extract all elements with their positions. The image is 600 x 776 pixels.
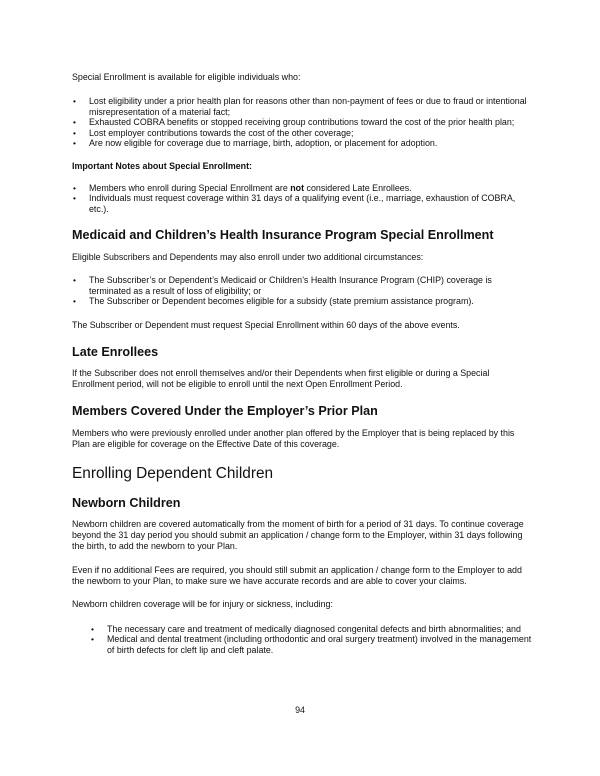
note-text: Members who enroll during Special Enrollment are <box>89 182 291 193</box>
newborn-coverage-list <box>72 624 532 656</box>
list-item: • Exhausted COBRA benefits or stopped receiving group contributions toward the cost of the prior health plan; <box>72 117 532 128</box>
prior-plan-heading: Members Covered Under the Employer’s Prior Plan <box>72 403 378 418</box>
list-item: • Lost employer contributions towards the cost of the other coverage; <box>72 128 532 139</box>
page-number: 94 <box>295 705 305 715</box>
list-item: • Lost eligibility under a prior health plan for reasons other than non-payment of fees or due to fraud or intentional misrepresentation of a material fact; <box>72 96 532 117</box>
list-item: • Individuals must request coverage within 31 days of a qualifying event (i.e., marriage, exhaustion of COBRA, etc.). <box>72 193 532 214</box>
list-item: • The Subscriber’s or Dependent’s Medicaid or Children’s Health Insurance Program (CHIP) coverage is terminated as a result of loss of eligibility; or <box>72 275 532 296</box>
list-item: • The necessary care and treatment of medically diagnosed congenital defects and birth abnormalities; and <box>90 624 532 635</box>
late-enrollees-heading: Late Enrollees <box>72 344 159 359</box>
prior-plan-body: Members who were previously enrolled under another plan offered by the Employer that is being replaced by this Plan are eligible for coverage on the Effective Date of this coverage. <box>72 427 515 449</box>
medicaid-footer: The Subscriber or Dependent must request Special Enrollment within 60 days of the above events. <box>72 319 460 330</box>
note-emphasis: not <box>290 182 305 193</box>
newborn-heading: Newborn Children <box>72 495 181 510</box>
medicaid-heading: Medicaid and Children’s Health Insurance Program Special Enrollment <box>72 228 494 242</box>
document-page <box>72 72 532 655</box>
eligible-list <box>72 96 532 149</box>
list-item: • The Subscriber or Dependent becomes eligible for a subsidy (state premium assistance program). <box>72 296 532 307</box>
special-enrollment-intro: Special Enrollment is available for eligible individuals who: <box>72 72 301 82</box>
newborn-paragraph-2: Even if no additional Fees are required, you should still submit an application / change form to the Employer to add the newborn to your Plan, to make sure we have accurate records and are able to cover your claims. <box>72 564 522 586</box>
enrolling-dependents-heading: Enrolling Dependent Children <box>72 464 274 482</box>
list-item: • Medical and dental treatment (including orthodontic and oral surgery treatment) involved in the management of birth defects for cleft lip and cleft palate. <box>90 634 532 655</box>
newborn-paragraph-1: Newborn children are covered automatically from the moment of birth for a period of 31 days. To continue coverage beyond the 31 day period you should submit an application / change form to the Employer, within 31 days following the birth, to add the newborn to your Plan. <box>72 518 524 551</box>
list-item <box>72 183 532 194</box>
note-text: considered Late Enrollees. <box>304 182 412 193</box>
late-enrollees-body: If the Subscriber does not enroll themselves and/or their Dependents when first eligible or during a Special Enrollment period, will not be eligible to enroll until the next Open Enrollment Period. <box>72 367 490 389</box>
medicaid-list <box>72 275 532 307</box>
notes-list <box>72 183 532 215</box>
newborn-paragraph-3: Newborn children coverage will be for injury or sickness, including: <box>72 598 333 609</box>
list-item: • Are now eligible for coverage due to marriage, birth, adoption, or placement for adoption. <box>72 138 532 149</box>
notes-title: Important Notes about Special Enrollment: <box>72 160 252 171</box>
medicaid-intro: Eligible Subscribers and Dependents may also enroll under two additional circumstances: <box>72 252 424 262</box>
